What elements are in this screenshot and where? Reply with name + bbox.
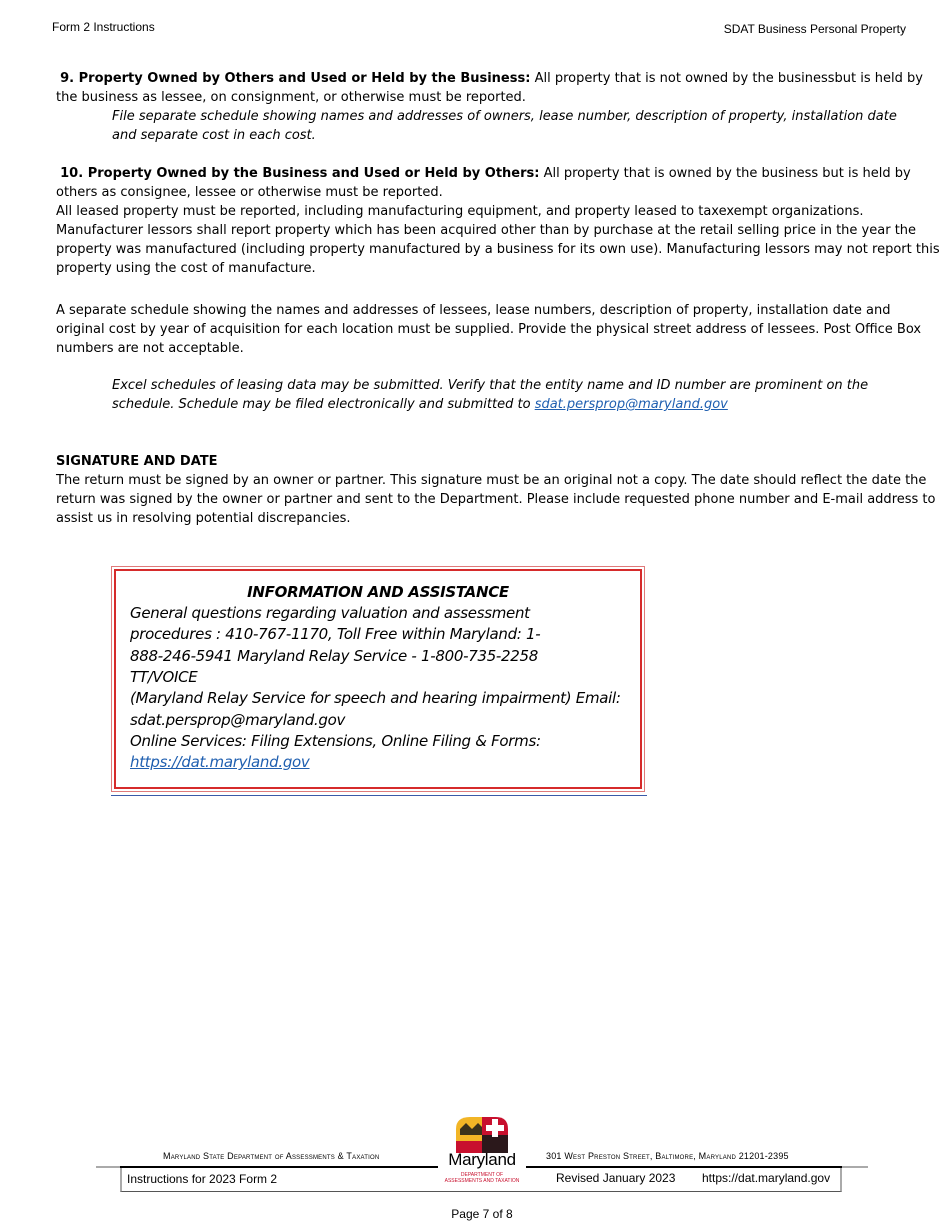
email-link[interactable]: sdat.persprop@maryland.gov: [534, 397, 728, 412]
section-9-heading: 9. Property Owned by Others and Used or Held by the Business:: [60, 71, 531, 86]
info-line: sdat.persprop@maryland.gov: [130, 711, 346, 729]
section-9-note: File separate schedule showing names and addresses of owners, lease number, description of property, installation date and separate cost in each cost.: [112, 109, 897, 143]
footer-box: [120, 1168, 842, 1192]
info-box: [111, 566, 645, 792]
section-10-paragraph: [56, 164, 941, 202]
footer-agency-name: Maryland State Department of Assessments & Taxation: [163, 1151, 380, 1161]
signature-heading: SIGNATURE AND DATE: [56, 454, 218, 469]
section-10-text: All property that is owned by the business but is held by others as consignee, lessee or otherwise must be reported.: [56, 166, 911, 200]
info-line: 888-246-5941 Maryland Relay Service - 1-800-735-2258: [130, 647, 539, 665]
section-10-note-text: Excel schedules of leasing data may be submitted. Verify that the entity name and ID number are prominent on the schedule. Schedule may be filed electronically and submitted to: [112, 378, 869, 412]
info-line: procedures : 410-767-1170, Toll Free within Maryland: 1-: [130, 625, 541, 643]
info-line: (Maryland Relay Service for speech and hearing impairment) Email:: [130, 689, 621, 707]
header-form-title: Form 2 Instructions: [52, 20, 155, 34]
section-9-text: All property that is not owned by the businessbut is held by the business as lessee, on consignment, or otherwise must be reported.: [56, 71, 923, 105]
footer-url[interactable]: https://dat.maryland.gov: [702, 1171, 831, 1185]
header-agency-title: SDAT Business Personal Property: [723, 22, 906, 36]
maryland-flag-icon: [436, 1115, 528, 1155]
info-box-frame: [114, 569, 642, 789]
section-10-schedule-paragraph: A separate schedule showing the names and addresses of lessees, lease numbers, description of property, installation date and original cost by year of acquisition for each location must be supplied. Provide the physical street address of lessees. Post Office Box numbers are not acceptable.: [56, 303, 922, 356]
signature-text: The return must be signed by an owner or partner. This signature must be an original not a copy. The date should reflect the date the return was signed by the owner or partner and sent to the Department. Please include requested phone number and E-mail address to assist us in resolving potential discrepancies.: [56, 473, 936, 526]
logo-subtitle-1: DEPARTMENT OF: [460, 1172, 504, 1178]
page-number: Page 7 of 8: [451, 1207, 513, 1221]
website-link[interactable]: https://dat.maryland.gov: [130, 753, 310, 771]
info-box-underline: [111, 795, 647, 796]
info-line: TT/VOICE: [130, 668, 198, 686]
section-10-heading: 10. Property Owned by the Business and Used or Held by Others:: [60, 166, 540, 181]
section-9-paragraph: [56, 69, 941, 107]
footer-revised-date: Revised January 2023: [556, 1171, 676, 1185]
info-line: General questions regarding valuation and assessment: [130, 604, 530, 622]
footer-form-label: Instructions for 2023 Form 2: [127, 1172, 278, 1186]
section-10-note: [112, 376, 902, 414]
logo-wordmark: Maryland: [448, 1150, 516, 1169]
info-line: Online Services: Filing Extensions, Online Filing & Forms:: [130, 732, 541, 750]
footer-rule-left-grey: [96, 1166, 120, 1168]
footer-rule-right-grey: [842, 1166, 868, 1168]
logo-subtitle-2: ASSESSMENTS AND TAXATION: [444, 1178, 520, 1184]
footer-address: 301 West Preston Street, Baltimore, Maryland 21201-2395: [546, 1151, 789, 1161]
section-10-leased-paragraph: All leased property must be reported, including manufacturing equipment, and property leased to taxexempt organizations. Manufacturer lessors shall report property which has been acquired other than by purchase at the retail selling price in the year the property was manufactured (including property manufactured by a business for its own use). Manufacturing lessors may not report this property using the cost of manufacture.: [56, 204, 940, 276]
info-box-title: INFORMATION AND ASSISTANCE: [247, 583, 509, 601]
